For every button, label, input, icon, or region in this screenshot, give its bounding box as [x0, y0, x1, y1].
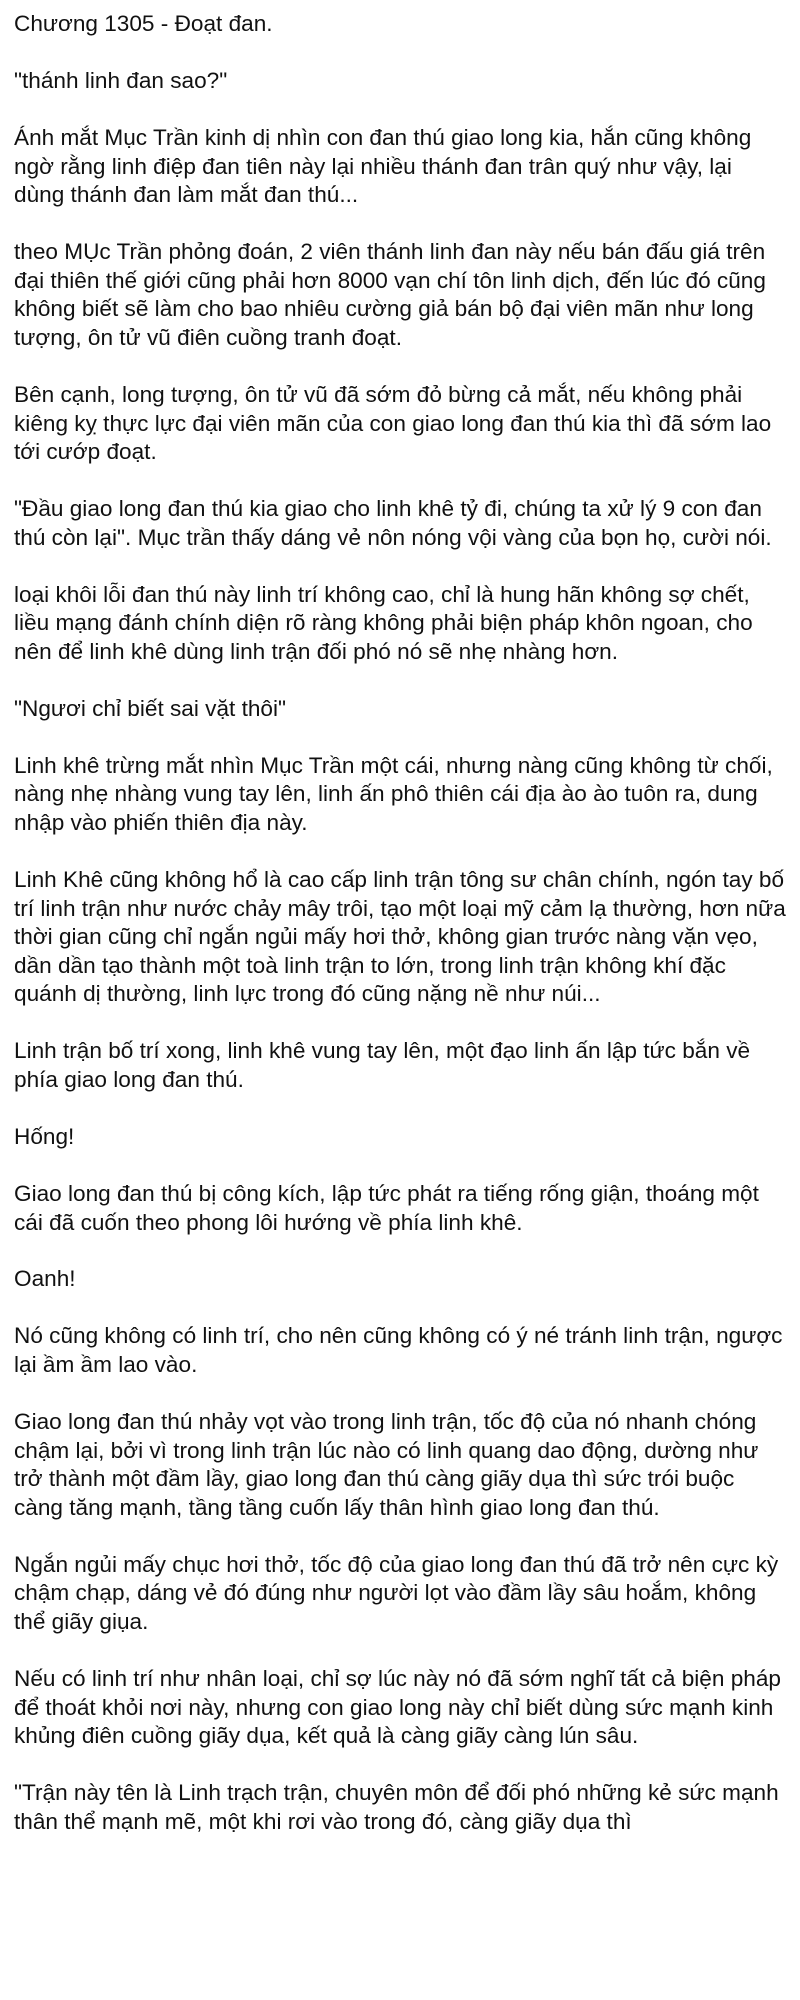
paragraph: Bên cạnh, long tượng, ôn tử vũ đã sớm đỏ bừng cả mắt, nếu không phải kiêng kỵ thực lực đại viên mãn của con giao long đan thú kia thì đã sớm lao tới cướp đoạt. — [14, 381, 772, 465]
paragraph: Linh khê trừng mắt nhìn Mục Trần một cái, nhưng nàng cũng không từ chối, nàng nhẹ nhàng vung tay lên, linh ấn phô thiên cái địa ào ào tuôn ra, dung nhập vào phiến thiên địa này. — [14, 752, 773, 835]
paragraph: loại khôi lỗi đan thú này linh trí không cao, chỉ là hung hãn không sợ chết, liều mạng đánh chính diện rõ ràng không phải biện pháp khôn ngoan, cho nên để linh khê dùng linh trận đối phó nó sẽ nhẹ nhàng hơn. — [14, 581, 753, 664]
paragraph: Linh Khê cũng không hổ là cao cấp linh trận tông sư chân chính, ngón tay bố trí linh trận như nước chảy mây trôi, tạo một loại mỹ cảm lạ thường, hơn nữa thời gian cũng chỉ ngắn ngủi mấy hơi thở, không gian trước nàng vặn vẹo, dần dần tạo thành một toà linh trận to lớn, trong linh trận không khí đặc quánh dị thường, linh lực trong đó cũng nặng nề như núi... — [14, 866, 786, 1007]
paragraph: "Trận này tên là Linh trạch trận, chuyên môn để đối phó những kẻ sức mạnh thân thể mạnh mẽ, một khi rơi vào trong đó, càng giãy dụa thì — [14, 1780, 779, 1834]
paragraph: Oanh! — [14, 1266, 76, 1292]
paragraph: Nếu có linh trí như nhân loại, chỉ sợ lúc này nó đã sớm nghĩ tất cả biện pháp để thoát khỏi nơi này, nhưng con giao long này chỉ biết dùng sức mạnh kinh khủng điên cuồng giãy dụa, kết quả là càng giãy càng lún sâu. — [14, 1665, 781, 1749]
paragraph: "thánh linh đan sao?" — [14, 67, 228, 93]
paragraph: theo MỤc Trần phỏng đoán, 2 viên thánh linh đan này nếu bán đấu giá trên đại thiên thế giới cũng phải hơn 8000 vạn chí tôn linh dịch, đến lúc đó cũng không biết sẽ làm cho bao nhiêu cường giả bán bộ đại viên mãn như long tượng, ôn tử vũ điên cuồng tranh đoạt. — [14, 239, 766, 350]
paragraph: Giao long đan thú nhảy vọt vào trong linh trận, tốc độ của nó nhanh chóng chậm lại, bởi vì trong linh trận lúc nào có linh quang dao động, dường như trở thành một đầm lầy, giao long đan thú càng giãy dụa thì sức trói buộc càng tăng mạnh, tầng tầng cuốn lấy thân hình giao long đan thú. — [14, 1409, 759, 1520]
chapter-title: Chương 1305 - Đoạt đan. — [14, 11, 273, 36]
paragraph: Giao long đan thú bị công kích, lập tức phát ra tiếng rống giận, thoáng một cái đã cuốn theo phong lôi hướng về phía linh khê. — [14, 1180, 759, 1235]
paragraph: Hống! — [14, 1123, 75, 1149]
paragraph: Ngắn ngủi mấy chục hơi thở, tốc độ của giao long đan thú đã trở nên cực kỳ chậm chạp, dáng vẻ đó đúng như người lọt vào đầm lầy sâu hoắm, không thể giãy giụa. — [14, 1551, 779, 1634]
paragraph: "Đầu giao long đan thú kia giao cho linh khê tỷ đi, chúng ta xử lý 9 con đan thú còn lại". Mục trần thấy dáng vẻ nôn nóng vội vàng của bọn họ, cười nói. — [14, 496, 772, 550]
paragraph: "Ngươi chỉ biết sai vặt thôi" — [14, 695, 287, 721]
paragraph: Ánh mắt Mục Trần kinh dị nhìn con đan thú giao long kia, hắn cũng không ngờ rằng linh điệp đan tiên này lại nhiều thánh đan trân quý như vậy, lại dùng thánh đan làm mắt đan thú... — [14, 124, 752, 208]
paragraph: Linh trận bố trí xong, linh khê vung tay lên, một đạo linh ấn lập tức bắn về phía giao long đan thú. — [14, 1038, 751, 1092]
paragraph: Nó cũng không có linh trí, cho nên cũng không có ý né tránh linh trận, ngược lại ầm ầm lao vào. — [14, 1323, 783, 1378]
